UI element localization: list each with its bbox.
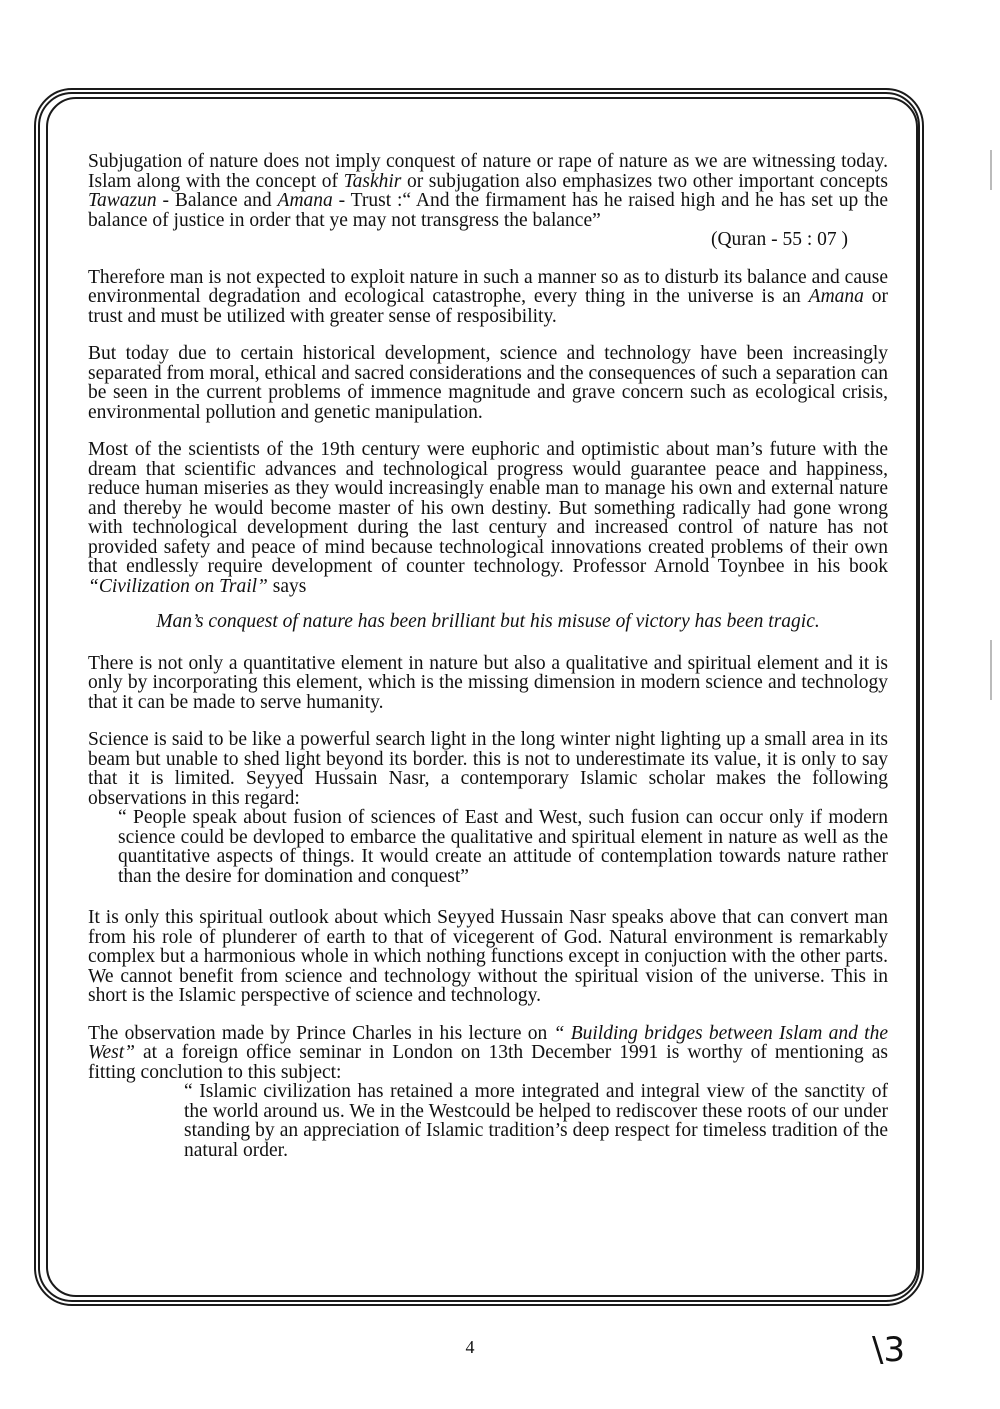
paragraph-separation: But today due to certain historical development, science and technology have been increasingly separated from moral, ethical and sacred considerations and the consequences of such a separation can be seen in the current problems of immence magnitude and grave concern such as ecological crisis, environmental pollution and genetic manipulation.	[88, 343, 888, 423]
paragraph-text: at a foreign office seminar in London on 13th December 1991 is worthy of mentioning as fitting conclution to this subject:	[88, 1042, 888, 1083]
paragraph-balance	[88, 268, 888, 327]
lecture-title: “ Building bridges between Islam and the West”	[88, 1022, 888, 1063]
paragraph-text: The observation made by Prince Charles in his lecture on	[88, 1022, 554, 1044]
paragraph-text: - Balance and	[156, 190, 278, 211]
paragraph-19th-century	[88, 440, 888, 596]
term-taskhir: Taskhir	[343, 170, 402, 192]
paragraph-text: or subjugation also emphasizes two other important concepts	[401, 170, 888, 192]
charles-quote: “ Islamic civilization has retained a more integrated and integral view of the sanctity of the world around us. We in the Westcould be helped to rediscover these roots of our under standing by an appreciation of Islamic tradition’s deep respect for timeless tradition of the natural order.	[184, 1081, 888, 1161]
quran-citation: (Quran - 55 : 07 )	[710, 229, 848, 250]
paragraph-spiritual-outlook: It is only this spiritual outlook about which Seyyed Hussain Nasr speaks above that can convert man from his role of plunderer of earth to that of vicegerent of God. Natural environment is remarkably complex but a harmonious whole in which nothing functions except in conjuction with the other parts. We cannot benefit from science and technology without the spiritual vision of the universe. This in short is the Islamic perspective of science and technology.	[88, 907, 888, 1006]
term-amana: Amana	[808, 286, 864, 307]
paragraph-search-light: Science is said to be like a powerful search light in the long winter night lighting up a small area in its beam but unable to shed light beyond its border. this is not to underestimate its value, it is only to say that it is limited. Seyyed Hussain Nasr, a contemporary Islamic scholar makes the following observations in this regard:	[88, 729, 888, 809]
nasr-quote: “ People speak about fusion of sciences of East and West, such fusion can occur only if modern science could be devloped to embarce the qualitative and spiritual element in nature as well as the quantitative aspects of things. It would create an attitude of contemplation towards nature rather than the desire for domination and conquest”	[118, 807, 888, 887]
handwritten-mark: \3	[872, 1330, 906, 1370]
paragraph-text: Most of the scientists of the 19th century were euphoric and optimistic about man’s future with the dream that scientific advances and technological progress would guarantee peace and happiness, reduce human miseries as they would increasingly enable man to manage his own and external nature and thereby he would become master of his own destiny. But something radically had gone wrong with technological development during the last century and increased control of nature has not provided safety and peace of mind because technological innovations created problems of their own that endlessly require development of counter technology. Professor Arnold Toynbee in his book	[88, 439, 888, 577]
page-number: 4	[465, 1337, 475, 1357]
paragraph-prince-charles	[88, 1024, 888, 1083]
paragraph-text: says	[267, 575, 307, 597]
paragraph-subjugation	[88, 152, 888, 250]
paragraph-text: Subjugation of nature does not imply conquest of nature or rape of nature as we are witnessing today. Islam along with the concept of	[88, 151, 888, 192]
paragraph-text: or trust and must be utilized with greater sense of resposibility.	[88, 286, 888, 327]
paragraph-text: Therefore man is not expected to exploit nature in such a manner so as to disturb its balance and cause environmental degradation and ecological catastrophe, every thing in the universe is an	[88, 266, 888, 307]
toynbee-quote: Man’s conquest of nature has been brilliant but his misuse of victory has been tragic.	[156, 611, 820, 632]
page-body	[88, 152, 888, 1160]
scan-artifact	[990, 150, 992, 190]
term-tawazun: Tawazun	[88, 190, 157, 211]
book-title: “Civilization on Trail”	[88, 575, 268, 597]
term-amana: Amana	[277, 190, 333, 211]
scan-artifact	[990, 640, 992, 700]
paragraph-text: - Trust :“ And the firmament has he raised high and he has set up the balance of justice in order that ye may not transgress the balance”	[88, 190, 888, 231]
paragraph-qualitative: There is not only a quantitative element in nature but also a qualitative and spiritual element and it is only by incorporating this element, which is the missing dimension in modern science and technology that it can be made to serve humanity.	[88, 652, 888, 713]
